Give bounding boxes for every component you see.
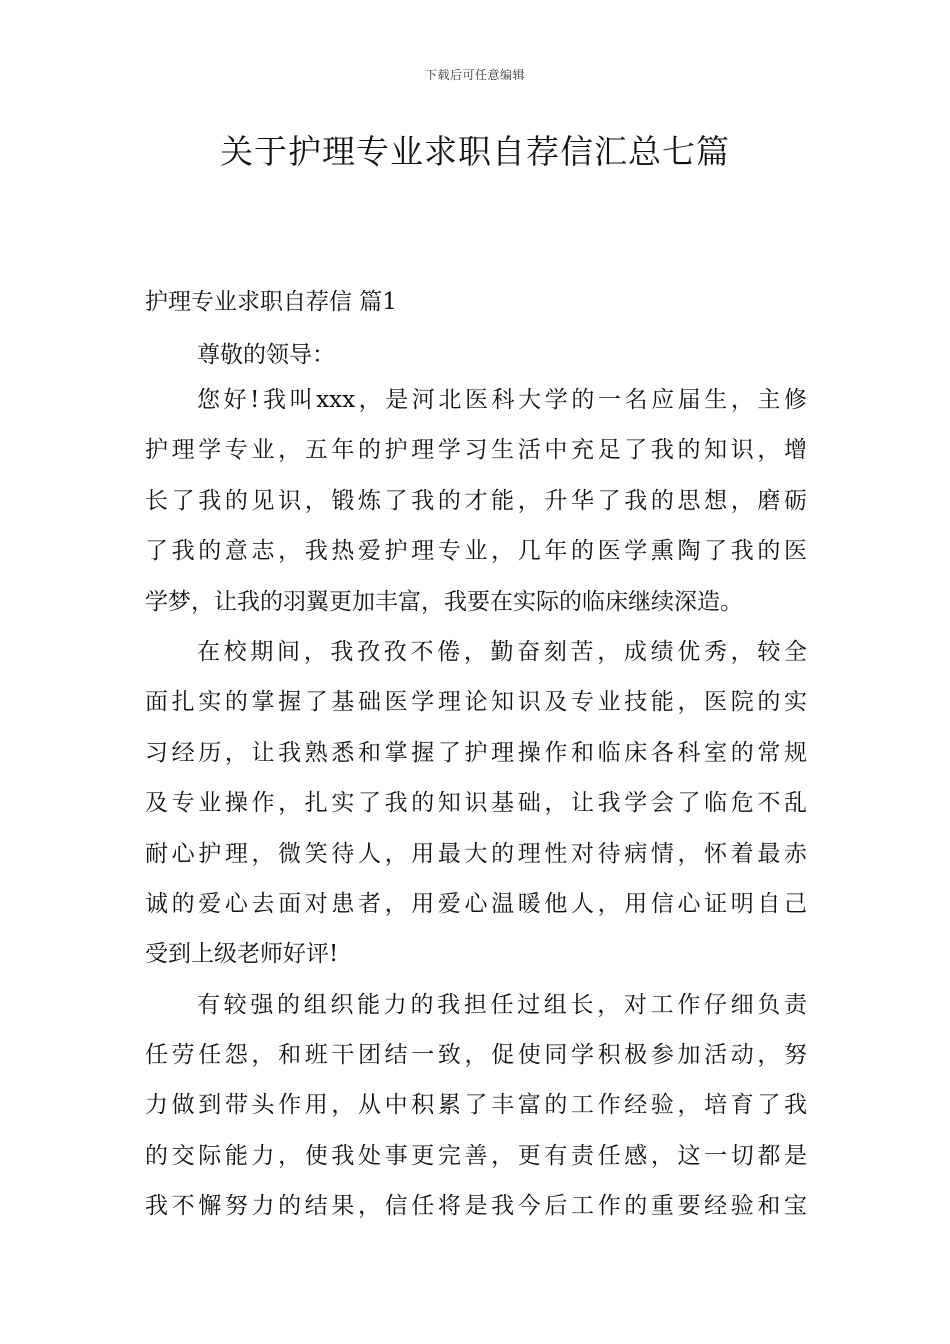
paragraph-3: [145, 980, 807, 1232]
text-line: 在校期间，我孜孜不倦，勤奋刻苦，成绩优秀，较全: [197, 638, 807, 665]
text-line: 的交际能力，使我处事更完善，更有责任感，这一切都是: [145, 1142, 807, 1169]
header-note: 下载后可任意编辑: [424, 68, 525, 82]
text-line: 了我的意志，我热爱护理专业，几年的医学熏陶了我的医: [145, 538, 807, 565]
paragraph-1: [145, 375, 807, 627]
text-line: 长了我的见识，锻炼了我的才能，升华了我的思想，磨砺: [145, 487, 807, 514]
text-line: 及专业操作，扎实了我的知识基础，让我学会了临危不乱: [145, 790, 807, 817]
document-title: 关于护理专业求职自荐信汇总七篇: [220, 132, 730, 171]
letter-body: [145, 375, 807, 1232]
salutation: 尊敬的领导：: [197, 342, 335, 368]
text-line: 有较强的组织能力的我担任过组长，对工作仔细负责: [197, 991, 807, 1018]
text-line: 耐心护理，微笑待人，用最大的理性对待病情，怀着最赤: [145, 840, 807, 867]
text-line: 任劳任怨，和班干团结一致，促使同学积极参加活动，努: [145, 1042, 807, 1069]
text-line: 诚的爱心去面对患者，用爱心温暖他人，用信心证明自己: [145, 890, 807, 917]
section-heading: 护理专业求职自荐信 篇1: [145, 289, 397, 315]
text-line: 我不懈努力的结果，信任将是我今后工作的重要经验和宝: [145, 1193, 807, 1220]
text-line: 受到上级老师好评!: [145, 941, 339, 968]
paragraph-2: [145, 627, 807, 980]
text-line: 护理学专业，五年的护理学习生活中充足了我的知识，增: [145, 437, 807, 464]
text-line: 习经历，让我熟悉和掌握了护理操作和临床各科室的常规: [145, 739, 807, 766]
text-line: 您好!我叫xxx，是河北医科大学的一名应届生，主修: [197, 387, 807, 413]
text-line: 力做到带头作用，从中积累了丰富的工作经验，培育了我: [145, 1092, 807, 1119]
text-line: 学梦，让我的羽翼更加丰富，我要在实际的临床继续深造。: [145, 588, 743, 615]
text-line: 面扎实的掌握了基础医学理论知识及专业技能，医院的实: [145, 689, 807, 716]
